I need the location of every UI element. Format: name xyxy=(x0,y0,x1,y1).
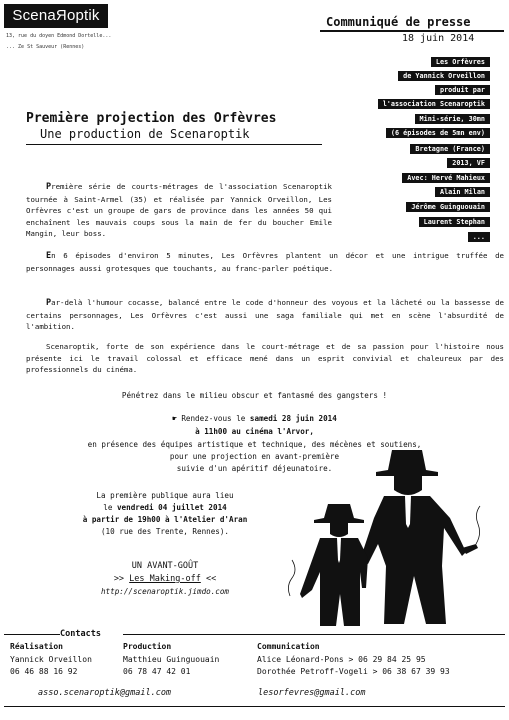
contact-phone-realisation: 06 46 88 16 92 xyxy=(10,667,78,676)
making-off-link[interactable]: Les Making-off xyxy=(129,574,201,584)
rendezvous-time: à 11h00 au cinéma l'Arvor, xyxy=(195,427,314,436)
contact-role-realisation: Réalisation xyxy=(10,642,63,651)
teaser-label: UN AVANT-GOÛT xyxy=(131,561,199,571)
tag-format: Mini-série, 30mn xyxy=(415,114,490,124)
pointing-hand-icon: ☛ xyxy=(172,414,177,423)
drop-letter: P xyxy=(46,298,52,308)
tag-cast-4: Laurent Stephan xyxy=(419,217,490,227)
address-line-1: 13, rue du doyen Edmond Dortelle... xyxy=(6,33,112,39)
tag-more: ... xyxy=(468,232,490,242)
contact-name-production: Matthieu Guinguouain xyxy=(123,655,220,664)
email-association[interactable]: asso.scenaroptik@gmail.com xyxy=(38,688,172,698)
paragraph-1 xyxy=(26,181,332,240)
drop-letter: E xyxy=(46,251,52,261)
tag-year: 2013, VF xyxy=(447,158,490,168)
public-line-4: (10 rue des Trente, Rennes). xyxy=(100,527,229,536)
tag-cast-2: Alain Milan xyxy=(435,187,490,197)
rendezvous-attendees: en présence des équipes artistique et technique, des mécènes et soutiens, xyxy=(87,440,422,449)
paragraph-text: remière série de courts-métrages de l'association Scenaroptik tournée à Saint-Armel (35) et réalisée par Yannick Orveillon, Les Orfèvres c'est un groupe de gars de province dans les années 50 qui enchaînent les mauvais coups sous la main de fer du boucher Emile Mangin, leur boss. xyxy=(26,182,332,238)
tall-gangster-silhouette xyxy=(360,450,466,624)
paragraph-4: Scenaroptik, forte de son expérience dans le court-métrage et de sa passion pour l'histoire nous présente ici le travail colossal et efficace mené dans un esprit convivial et chaleureux par des professionnels du cinéma. xyxy=(26,342,504,374)
tag-episodes: (6 épisodes de 5mn env) xyxy=(386,128,490,138)
rendezvous-projection: pour une projection en avant-première xyxy=(169,452,340,461)
rendezvous-aperitif: suivie d'un apéritif déjeunatoire. xyxy=(176,464,333,473)
tag-title: Les Orfèvres xyxy=(431,57,490,67)
contact-communication-2: Dorothée Petroff-Vogeli > 06 38 67 39 93 xyxy=(257,667,450,676)
contacts-heading: Contacts xyxy=(60,629,101,639)
logo: ScenaЯoptik xyxy=(4,4,108,28)
email-orfevres[interactable]: lesorfevres@gmail.com xyxy=(258,688,366,698)
divider xyxy=(320,30,504,32)
invite-line: Pénétrez dans le milieu obscur et fantasmé des gangsters ! xyxy=(121,391,388,400)
public-line-1: La première publique aura lieu xyxy=(96,491,234,500)
paragraph-3 xyxy=(26,297,504,333)
short-gangster-silhouette xyxy=(300,504,368,626)
rendezvous-text: Rendez-vous le xyxy=(181,414,250,423)
public-date: vendredi 04 juillet 2014 xyxy=(116,503,227,512)
contact-name-realisation: Yannick Orveillon xyxy=(10,655,92,664)
contacts-rule-right xyxy=(123,634,505,635)
tag-produced-by: produit par xyxy=(435,85,490,95)
paragraph-2 xyxy=(26,250,504,274)
public-line-2 xyxy=(20,503,310,512)
page-title: Première projection des Orfèvres xyxy=(26,111,277,126)
bottom-divider xyxy=(4,706,505,707)
address-line-2: ... Ze St Sauveur (Rennes) xyxy=(6,44,85,50)
contact-role-production: Production xyxy=(123,642,172,651)
contacts-rule-left xyxy=(4,634,60,635)
website-link[interactable]: http://scenaroptik.jimdo.com xyxy=(100,587,229,596)
making-off-line xyxy=(20,574,310,584)
press-date: 18 juin 2014 xyxy=(402,33,475,44)
tag-cast-3: Jérôme Guinguouain xyxy=(406,202,490,212)
tag-cast-1: Avec: Hervé Mahieux xyxy=(402,173,490,183)
tag-location: Bretagne (France) xyxy=(410,144,490,154)
contact-role-communication: Communication xyxy=(257,642,320,651)
paragraph-text: n 6 épisodes d'environ 5 minutes, Les Orfèvres plantent un décor et une intrigue truffée de personnages aussi grotesques que touchants, au franc-parler poétique. xyxy=(26,251,504,273)
contact-phone-production: 06 78 47 42 01 xyxy=(123,667,191,676)
paragraph-text: ar-delà l'humour cocasse, balancé entre le code d'honneur des voyous et la lâcheté ou la bassesse de certains personnages, Les Orfèvres c'est aussi une saga familiale qui met en scène l'absurdité de l'ambition. xyxy=(26,298,504,331)
drop-letter: P xyxy=(46,182,52,192)
arrow-right-text: >> xyxy=(113,574,130,584)
gangster-silhouettes-illustration xyxy=(280,448,500,628)
page-subtitle: Une production de Scenaroptik xyxy=(40,127,250,141)
press-release-title: Communiqué de presse xyxy=(326,15,471,29)
rendezvous-date: samedi 28 juin 2014 xyxy=(249,414,337,423)
arrow-left-text: << xyxy=(200,574,217,584)
contact-communication-1: Alice Léonard-Pons > 06 29 84 25 95 xyxy=(257,655,426,664)
public-text: le xyxy=(103,503,117,512)
title-divider xyxy=(26,144,322,145)
tag-director: de Yannick Orveillon xyxy=(398,71,490,81)
public-line-3: à partir de 19h00 à l'Atelier d'Aran xyxy=(82,515,248,524)
tag-association: l'association Scenaroptik xyxy=(378,99,490,109)
rendezvous-line xyxy=(0,414,509,423)
